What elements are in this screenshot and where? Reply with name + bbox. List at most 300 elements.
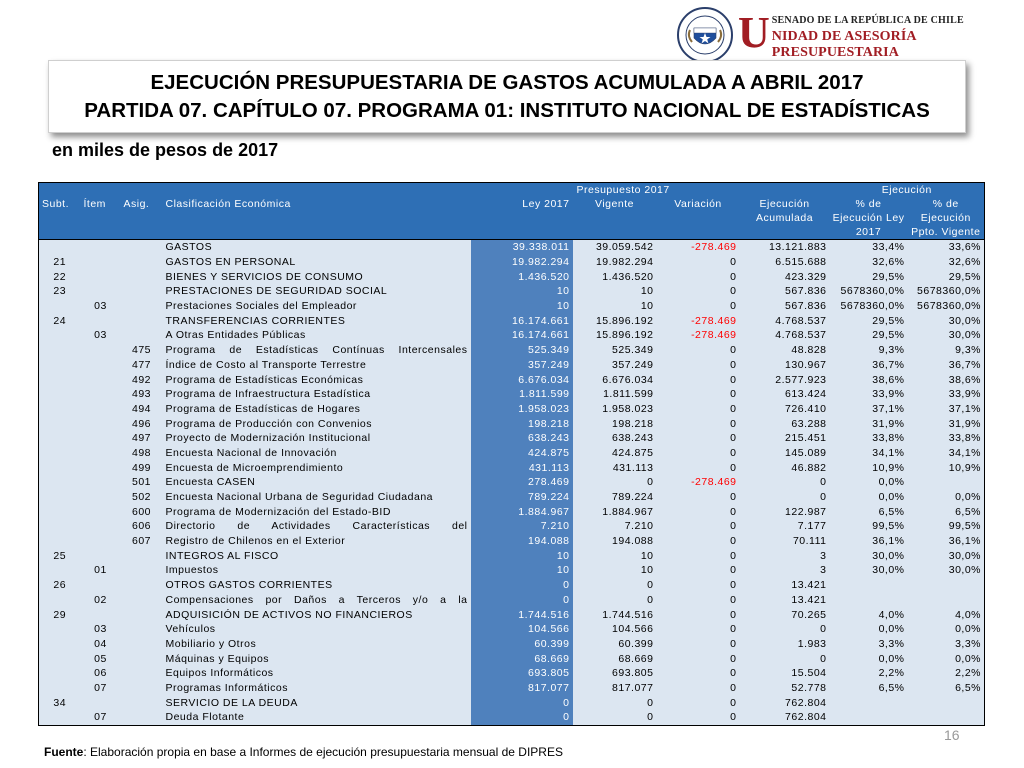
cell-pct-vigente: 30,0%	[908, 328, 985, 343]
cell-item: 03	[81, 622, 121, 637]
cell-asig: 492	[121, 372, 163, 387]
cell-vigente: 0	[573, 710, 657, 725]
header-ejecucion-group: Ejecución	[830, 183, 985, 198]
table-row	[39, 622, 985, 637]
cell-pct-ley: 99,5%	[830, 519, 908, 534]
cell-subt	[39, 402, 81, 417]
cell-ley: 0	[471, 710, 573, 725]
cell-variacion: 0	[657, 343, 740, 358]
cell-ley: 525.349	[471, 343, 573, 358]
cell-ley: 693.805	[471, 666, 573, 681]
cell-subt	[39, 637, 81, 652]
senate-logo	[676, 6, 1024, 64]
cell-item	[81, 387, 121, 402]
cell-clasificacion: Mobiliario y Otros	[163, 637, 471, 652]
cell-ejecucion: 4.768.537	[740, 313, 830, 328]
cell-vigente: 10	[573, 299, 657, 314]
cell-pct-ley	[830, 578, 908, 593]
table-row	[39, 534, 985, 549]
cell-ley: 19.982.294	[471, 255, 573, 270]
cell-pct-ley	[830, 710, 908, 725]
cell-subt: 29	[39, 607, 81, 622]
cell-asig: 494	[121, 402, 163, 417]
header-clasificacion: Clasificación Económica	[163, 197, 471, 211]
cell-item	[81, 460, 121, 475]
cell-item	[81, 255, 121, 270]
cell-asig: 498	[121, 446, 163, 461]
cell-subt	[39, 519, 81, 534]
cell-subt	[39, 328, 81, 343]
cell-item: 07	[81, 681, 121, 696]
cell-variacion: 0	[657, 490, 740, 505]
cell-variacion: 0	[657, 402, 740, 417]
cell-clasificacion: INTEGROS AL FISCO	[163, 548, 471, 563]
cell-pct-vigente: 2,2%	[908, 666, 985, 681]
cell-clasificacion: Encuesta Nacional de Innovación	[163, 446, 471, 461]
cell-ley: 10	[471, 299, 573, 314]
table-row	[39, 446, 985, 461]
cell-ley: 424.875	[471, 446, 573, 461]
table-body	[39, 240, 985, 726]
cell-subt	[39, 622, 81, 637]
table-row	[39, 593, 985, 608]
cell-variacion: 0	[657, 548, 740, 563]
cell-clasificacion: Directorio de Actividades Características del	[163, 519, 471, 534]
cell-vigente: 0	[573, 475, 657, 490]
cell-item: 03	[81, 299, 121, 314]
cell-clasificacion: Proyecto de Modernización Institucional	[163, 431, 471, 446]
cell-variacion: 0	[657, 358, 740, 373]
cell-asig: 493	[121, 387, 163, 402]
cell-ejecucion: 2.577.923	[740, 372, 830, 387]
cell-pct-ley: 36,7%	[830, 358, 908, 373]
table-row	[39, 710, 985, 725]
cell-asig	[121, 681, 163, 696]
header-vigente: Vigente	[573, 197, 657, 211]
cell-asig	[121, 284, 163, 299]
header-presupuesto-2017: Presupuesto 2017	[573, 183, 740, 198]
cell-subt	[39, 651, 81, 666]
cell-variacion: 0	[657, 504, 740, 519]
cell-clasificacion: PRESTACIONES DE SEGURIDAD SOCIAL	[163, 284, 471, 299]
cell-ejecucion: 762.804	[740, 710, 830, 725]
cell-ejecucion: 567.836	[740, 299, 830, 314]
cell-item	[81, 475, 121, 490]
table-row	[39, 695, 985, 710]
cell-asig: 497	[121, 431, 163, 446]
cell-vigente: 10	[573, 548, 657, 563]
cell-vigente: 525.349	[573, 343, 657, 358]
cell-vigente: 431.113	[573, 460, 657, 475]
cell-subt	[39, 666, 81, 681]
cell-ley: 194.088	[471, 534, 573, 549]
cell-ley: 16.174.661	[471, 328, 573, 343]
cell-variacion: 0	[657, 431, 740, 446]
table-row	[39, 255, 985, 270]
header-ejec-acum-1: Ejecución	[740, 197, 830, 211]
cell-variacion: 0	[657, 593, 740, 608]
cell-clasificacion: TRANSFERENCIAS CORRIENTES	[163, 313, 471, 328]
cell-item	[81, 578, 121, 593]
cell-pct-vigente: 5678360,0%	[908, 299, 985, 314]
cell-asig	[121, 240, 163, 255]
header-ley: Ley 2017	[471, 197, 573, 211]
cell-item	[81, 402, 121, 417]
cell-variacion: 0	[657, 284, 740, 299]
cell-item: 02	[81, 593, 121, 608]
header-pct-ley-3: 2017	[830, 225, 908, 240]
cell-clasificacion: Deuda Flotante	[163, 710, 471, 725]
cell-variacion: 0	[657, 299, 740, 314]
cell-ley: 16.174.661	[471, 313, 573, 328]
header-subt: Subt.	[39, 197, 81, 211]
cell-pct-vigente: 3,3%	[908, 637, 985, 652]
cell-pct-vigente	[908, 578, 985, 593]
cell-subt	[39, 387, 81, 402]
table-row	[39, 563, 985, 578]
cell-variacion: 0	[657, 563, 740, 578]
cell-subt	[39, 416, 81, 431]
cell-pct-vigente: 33,9%	[908, 387, 985, 402]
cell-variacion: 0	[657, 681, 740, 696]
cell-asig: 477	[121, 358, 163, 373]
cell-ley: 817.077	[471, 681, 573, 696]
cell-variacion: 0	[657, 651, 740, 666]
cell-pct-ley: 4,0%	[830, 607, 908, 622]
cell-asig	[121, 651, 163, 666]
cell-subt	[39, 681, 81, 696]
cell-item	[81, 343, 121, 358]
cell-pct-vigente: 33,6%	[908, 240, 985, 255]
cell-variacion: 0	[657, 666, 740, 681]
cell-subt: 22	[39, 269, 81, 284]
table-row	[39, 313, 985, 328]
cell-subt: 25	[39, 548, 81, 563]
cell-ejecucion: 70.265	[740, 607, 830, 622]
cell-ejecucion: 15.504	[740, 666, 830, 681]
cell-item	[81, 695, 121, 710]
cell-ley: 638.243	[471, 431, 573, 446]
cell-ejecucion: 122.987	[740, 504, 830, 519]
cell-item	[81, 431, 121, 446]
cell-ley: 10	[471, 284, 573, 299]
cell-ejecucion: 3	[740, 548, 830, 563]
cell-pct-ley: 33,9%	[830, 387, 908, 402]
cell-item	[81, 607, 121, 622]
cell-subt	[39, 343, 81, 358]
cell-clasificacion: Encuesta CASEN	[163, 475, 471, 490]
cell-pct-vigente: 38,6%	[908, 372, 985, 387]
cell-subt: 34	[39, 695, 81, 710]
table-row	[39, 578, 985, 593]
cell-vigente: 1.436.520	[573, 269, 657, 284]
cell-pct-ley: 9,3%	[830, 343, 908, 358]
cell-item	[81, 504, 121, 519]
cell-pct-vigente	[908, 593, 985, 608]
cell-ley: 60.399	[471, 637, 573, 652]
cell-vigente: 1.884.967	[573, 504, 657, 519]
table-row	[39, 651, 985, 666]
cell-subt	[39, 534, 81, 549]
cell-ejecucion: 130.967	[740, 358, 830, 373]
cell-pct-ley: 2,2%	[830, 666, 908, 681]
cell-pct-ley: 0,0%	[830, 475, 908, 490]
cell-pct-ley: 5678360,0%	[830, 284, 908, 299]
cell-asig	[121, 255, 163, 270]
cell-ley: 278.469	[471, 475, 573, 490]
table-row	[39, 607, 985, 622]
cell-subt	[39, 446, 81, 461]
cell-subt	[39, 240, 81, 255]
cell-variacion: 0	[657, 416, 740, 431]
cell-ejecucion: 3	[740, 563, 830, 578]
cell-asig	[121, 313, 163, 328]
cell-subt	[39, 475, 81, 490]
budget-table-container	[38, 182, 984, 726]
cell-vigente: 68.669	[573, 651, 657, 666]
cell-asig: 607	[121, 534, 163, 549]
senate-seal-icon	[676, 6, 734, 64]
cell-item	[81, 358, 121, 373]
cell-ley: 39.338.011	[471, 240, 573, 255]
cell-ley: 10	[471, 563, 573, 578]
cell-subt	[39, 431, 81, 446]
cell-asig	[121, 637, 163, 652]
cell-variacion: 0	[657, 622, 740, 637]
cell-vigente: 0	[573, 578, 657, 593]
cell-pct-vigente: 36,1%	[908, 534, 985, 549]
cell-pct-ley: 0,0%	[830, 490, 908, 505]
table-row	[39, 475, 985, 490]
table-row	[39, 402, 985, 417]
table-row	[39, 416, 985, 431]
cell-subt	[39, 710, 81, 725]
cell-pct-vigente: 0,0%	[908, 622, 985, 637]
cell-clasificacion: GASTOS EN PERSONAL	[163, 255, 471, 270]
cell-asig: 475	[121, 343, 163, 358]
title-line-2: PARTIDA 07. CAPÍTULO 07. PROGRAMA 01: INSTITUTO NACIONAL DE ESTADÍSTICAS	[84, 99, 930, 122]
cell-pct-ley: 32,6%	[830, 255, 908, 270]
cell-variacion: 0	[657, 387, 740, 402]
cell-pct-vigente: 0,0%	[908, 651, 985, 666]
cell-pct-ley	[830, 593, 908, 608]
cell-subt: 24	[39, 313, 81, 328]
cell-subt: 26	[39, 578, 81, 593]
cell-clasificacion: BIENES Y SERVICIOS DE CONSUMO	[163, 269, 471, 284]
cell-pct-vigente	[908, 710, 985, 725]
cell-asig	[121, 695, 163, 710]
cell-item	[81, 490, 121, 505]
cell-pct-vigente: 30,0%	[908, 313, 985, 328]
cell-subt	[39, 299, 81, 314]
cell-ejecucion: 0	[740, 651, 830, 666]
cell-variacion: 0	[657, 607, 740, 622]
cell-item: 01	[81, 563, 121, 578]
cell-vigente: 19.982.294	[573, 255, 657, 270]
cell-vigente: 39.059.542	[573, 240, 657, 255]
cell-variacion: -278.469	[657, 240, 740, 255]
cell-pct-ley: 33,8%	[830, 431, 908, 446]
cell-vigente: 6.676.034	[573, 372, 657, 387]
cell-vigente: 638.243	[573, 431, 657, 446]
cell-pct-vigente: 37,1%	[908, 402, 985, 417]
table-row	[39, 284, 985, 299]
cell-variacion: 0	[657, 446, 740, 461]
cell-item	[81, 372, 121, 387]
cell-clasificacion: Compensaciones por Daños a Terceros y/o a la	[163, 593, 471, 608]
cell-item	[81, 446, 121, 461]
cell-ejecucion: 46.882	[740, 460, 830, 475]
cell-pct-ley: 38,6%	[830, 372, 908, 387]
cell-clasificacion: Programa de Infraestructura Estadística	[163, 387, 471, 402]
cell-vigente: 15.896.192	[573, 313, 657, 328]
cell-asig: 606	[121, 519, 163, 534]
cell-ejecucion: 70.111	[740, 534, 830, 549]
cell-item: 06	[81, 666, 121, 681]
cell-variacion: -278.469	[657, 313, 740, 328]
cell-ejecucion: 423.329	[740, 269, 830, 284]
cell-ejecucion: 762.804	[740, 695, 830, 710]
cell-subt	[39, 358, 81, 373]
cell-variacion: 0	[657, 372, 740, 387]
cell-pct-ley: 29,5%	[830, 269, 908, 284]
cell-ejecucion: 7.177	[740, 519, 830, 534]
cell-pct-ley: 6,5%	[830, 681, 908, 696]
cell-asig	[121, 563, 163, 578]
cell-variacion: 0	[657, 255, 740, 270]
cell-ley: 357.249	[471, 358, 573, 373]
cell-ley: 1.436.520	[471, 269, 573, 284]
logo-line-1: SENADO DE LA REPÚBLICA DE CHILE	[771, 15, 964, 26]
cell-ejecucion: 6.515.688	[740, 255, 830, 270]
cell-subt: 23	[39, 284, 81, 299]
cell-vigente: 0	[573, 593, 657, 608]
cell-item: 04	[81, 637, 121, 652]
cell-ley: 1.744.516	[471, 607, 573, 622]
cell-ley: 7.210	[471, 519, 573, 534]
cell-clasificacion: ADQUISICIÓN DE ACTIVOS NO FINANCIEROS	[163, 607, 471, 622]
cell-vigente: 789.224	[573, 490, 657, 505]
table-row	[39, 240, 985, 255]
cell-item	[81, 416, 121, 431]
cell-clasificacion: GASTOS	[163, 240, 471, 255]
cell-vigente: 104.566	[573, 622, 657, 637]
cell-pct-vigente	[908, 695, 985, 710]
cell-pct-vigente: 29,5%	[908, 269, 985, 284]
cell-subt	[39, 372, 81, 387]
cell-ejecucion: 567.836	[740, 284, 830, 299]
cell-pct-vigente: 5678360,0%	[908, 284, 985, 299]
cell-ley: 0	[471, 695, 573, 710]
cell-subt	[39, 593, 81, 608]
table-row	[39, 387, 985, 402]
cell-subt	[39, 504, 81, 519]
cell-clasificacion: Prestaciones Sociales del Empleador	[163, 299, 471, 314]
cell-asig	[121, 328, 163, 343]
cell-variacion: 0	[657, 637, 740, 652]
cell-pct-vigente: 10,9%	[908, 460, 985, 475]
cell-ley: 198.218	[471, 416, 573, 431]
page-number: 16	[944, 727, 960, 743]
budget-table	[38, 182, 985, 726]
cell-clasificacion: Programa de Modernización del Estado-BID	[163, 504, 471, 519]
cell-pct-vigente: 9,3%	[908, 343, 985, 358]
cell-vigente: 817.077	[573, 681, 657, 696]
cell-ejecucion: 0	[740, 490, 830, 505]
cell-ejecucion: 145.089	[740, 446, 830, 461]
cell-ley: 1.811.599	[471, 387, 573, 402]
cell-asig	[121, 666, 163, 681]
cell-pct-ley: 30,0%	[830, 548, 908, 563]
title-line-1: EJECUCIÓN PRESUPUESTARIA DE GASTOS ACUMULADA A ABRIL 2017	[150, 71, 864, 94]
cell-pct-vigente: 34,1%	[908, 446, 985, 461]
cell-variacion: 0	[657, 695, 740, 710]
cell-pct-vigente: 6,5%	[908, 681, 985, 696]
cell-clasificacion: Índice de Costo al Transporte Terrestre	[163, 358, 471, 373]
cell-clasificacion: Equipos Informáticos	[163, 666, 471, 681]
cell-variacion: 0	[657, 578, 740, 593]
cell-asig	[121, 548, 163, 563]
table-row	[39, 504, 985, 519]
cell-vigente: 10	[573, 563, 657, 578]
cell-item	[81, 519, 121, 534]
cell-ley: 0	[471, 578, 573, 593]
cell-clasificacion: Registro de Chilenos en el Exterior	[163, 534, 471, 549]
cell-pct-vigente: 30,0%	[908, 563, 985, 578]
header-item: Ítem	[81, 197, 121, 211]
cell-pct-vigente	[908, 475, 985, 490]
table-row	[39, 372, 985, 387]
cell-pct-ley: 34,1%	[830, 446, 908, 461]
cell-ley: 68.669	[471, 651, 573, 666]
cell-asig: 502	[121, 490, 163, 505]
cell-ejecucion: 13.421	[740, 578, 830, 593]
cell-clasificacion: Encuesta de Microemprendimiento	[163, 460, 471, 475]
cell-ejecucion: 4.768.537	[740, 328, 830, 343]
cell-ejecucion: 215.451	[740, 431, 830, 446]
cell-pct-ley	[830, 695, 908, 710]
table-row	[39, 269, 985, 284]
cell-pct-vigente: 0,0%	[908, 490, 985, 505]
cell-clasificacion: Vehículos	[163, 622, 471, 637]
cell-pct-ley: 37,1%	[830, 402, 908, 417]
table-row	[39, 358, 985, 373]
cell-asig	[121, 578, 163, 593]
title-box	[48, 60, 966, 133]
cell-asig: 496	[121, 416, 163, 431]
table-row	[39, 490, 985, 505]
cell-pct-vigente: 30,0%	[908, 548, 985, 563]
cell-clasificacion: Programas Informáticos	[163, 681, 471, 696]
cell-subt	[39, 490, 81, 505]
table-row	[39, 299, 985, 314]
cell-ley: 1.958.023	[471, 402, 573, 417]
header-ejec-acum-2: Acumulada	[740, 211, 830, 225]
cell-subt: 21	[39, 255, 81, 270]
subtitle: en miles de pesos de 2017	[52, 140, 279, 160]
cell-subt	[39, 563, 81, 578]
cell-ejecucion: 0	[740, 475, 830, 490]
cell-ley: 431.113	[471, 460, 573, 475]
cell-asig: 501	[121, 475, 163, 490]
cell-pct-vigente: 4,0%	[908, 607, 985, 622]
cell-pct-vigente: 31,9%	[908, 416, 985, 431]
cell-pct-ley: 3,3%	[830, 637, 908, 652]
cell-clasificacion: Máquinas y Equipos	[163, 651, 471, 666]
cell-variacion: -278.469	[657, 328, 740, 343]
cell-vigente: 357.249	[573, 358, 657, 373]
cell-variacion: 0	[657, 710, 740, 725]
